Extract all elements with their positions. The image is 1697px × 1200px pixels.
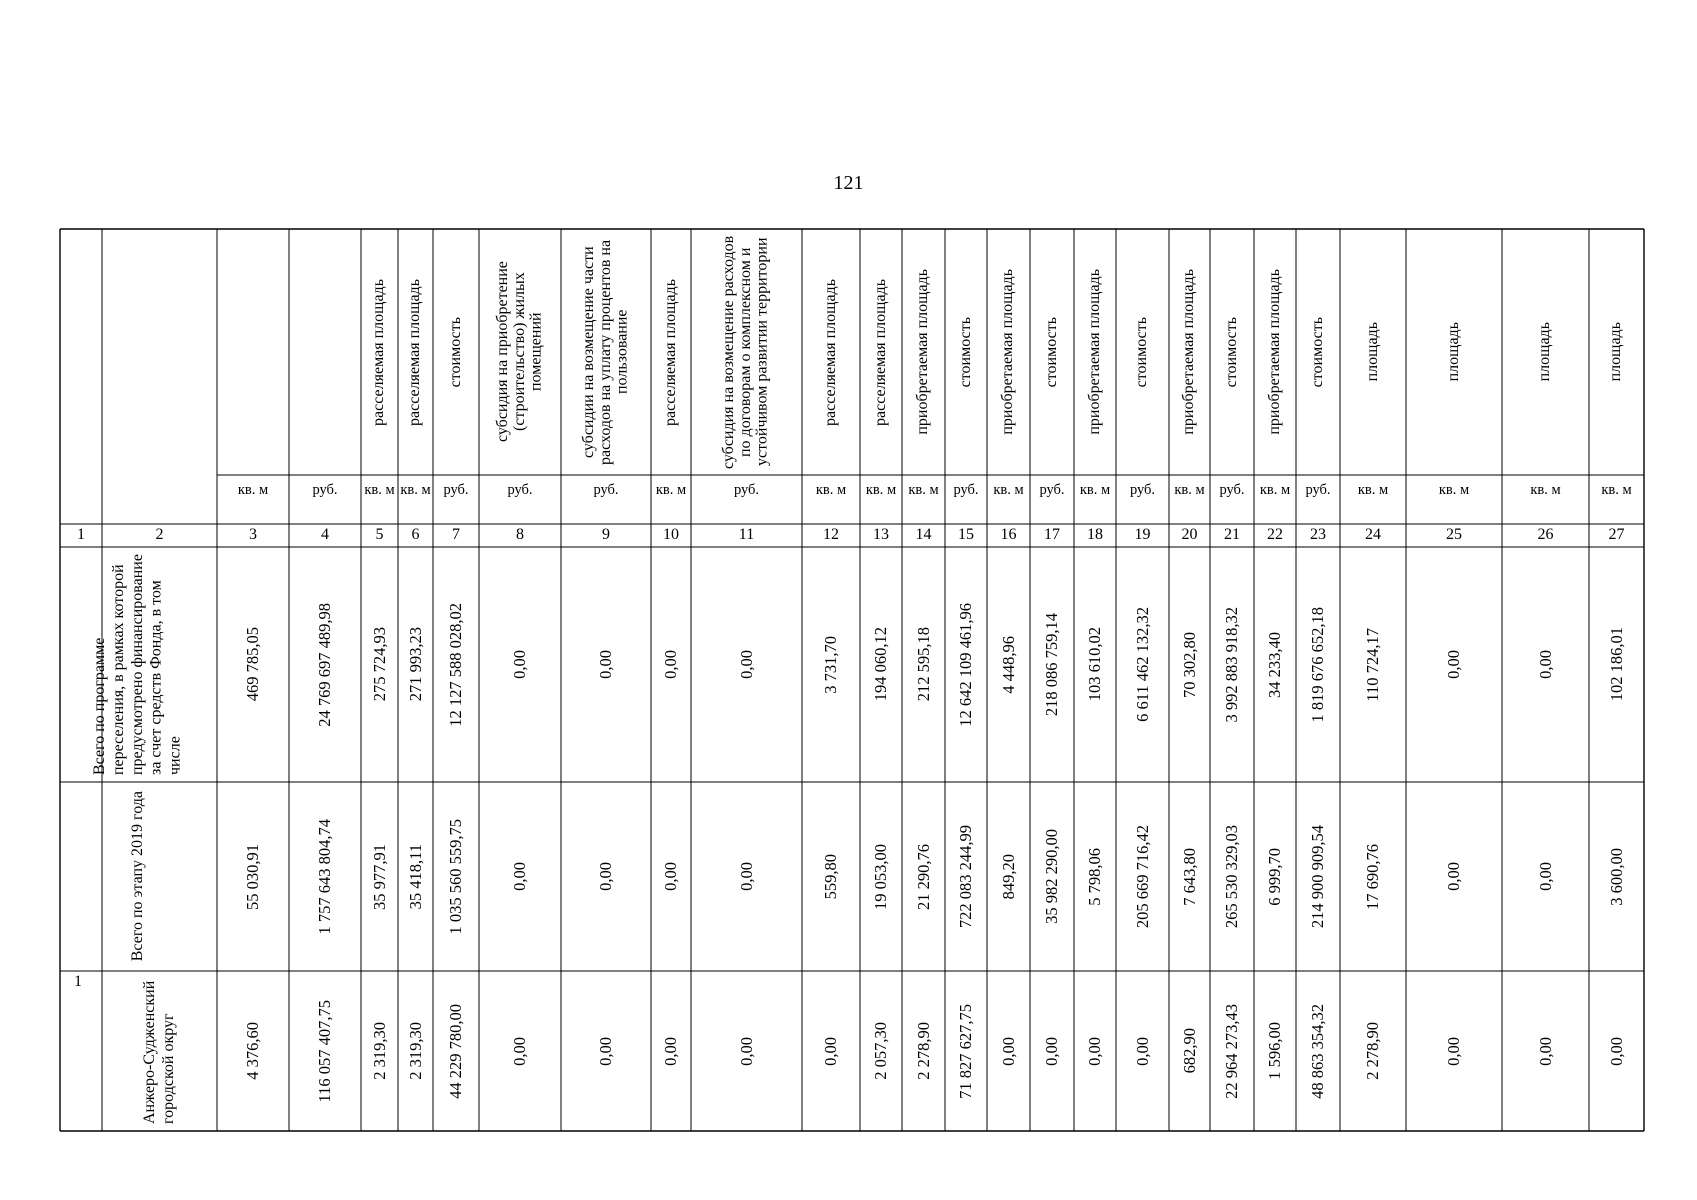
header-text: расселяемая площадь <box>406 278 424 426</box>
column-number: 6 <box>411 526 420 543</box>
header-text: приобретаемая площадь <box>1180 269 1198 435</box>
table-cell <box>1296 547 1340 782</box>
header-text: стоимость <box>956 316 974 388</box>
table-cell <box>1589 782 1644 971</box>
table-cell <box>1406 782 1502 971</box>
unit-cell: кв. м <box>1601 482 1632 498</box>
cell-value: 1 035 560 559,75 <box>446 818 466 935</box>
cell-value: 1 819 676 652,18 <box>1308 606 1328 723</box>
column-number: 17 <box>1044 526 1060 543</box>
cell-value: 271 993,23 <box>405 627 425 702</box>
table-cell <box>433 971 479 1131</box>
table-cell <box>902 782 945 971</box>
header-cell <box>361 229 398 475</box>
table-cell <box>561 782 651 971</box>
column-number: 4 <box>321 526 329 543</box>
column-number: 20 <box>1181 526 1198 543</box>
table-cell <box>1169 547 1210 782</box>
table-cell <box>1502 971 1589 1131</box>
cell-value: 0,00 <box>1085 1036 1105 1066</box>
table-cell <box>1254 547 1296 782</box>
unit-cell: руб. <box>507 482 533 498</box>
header-text: стоимость <box>1222 316 1240 388</box>
cell-value: 48 863 354,32 <box>1308 1003 1328 1099</box>
table-cell <box>1589 547 1644 782</box>
unit-cell: кв. м <box>1357 482 1389 498</box>
table-cell <box>1116 971 1169 1131</box>
table-cell <box>1074 782 1116 971</box>
cell-value: 0,00 <box>998 1036 1018 1066</box>
header-text: площадь <box>1607 322 1625 382</box>
cell-value: 212 595,18 <box>913 627 933 702</box>
cell-value: 70 302,80 <box>1179 631 1199 698</box>
header-cell <box>1406 229 1502 475</box>
cell-value: 102 186,01 <box>1606 627 1626 702</box>
column-number: 19 <box>1134 526 1151 543</box>
column-number: 7 <box>452 526 460 543</box>
table-cell <box>1296 971 1340 1131</box>
header-cell <box>987 229 1030 475</box>
column-number: 12 <box>823 526 839 543</box>
cell-value: 6 611 462 132,32 <box>1132 607 1152 722</box>
table-cell <box>361 782 398 971</box>
column-number: 14 <box>915 526 932 543</box>
column-number: 2 <box>155 526 164 543</box>
cell-value: 3 731,70 <box>821 635 841 694</box>
table-cell <box>945 547 987 782</box>
cell-value: 0,00 <box>1132 1036 1152 1066</box>
cell-value: 2 278,90 <box>913 1022 933 1080</box>
cell-value: 0,00 <box>1606 1036 1626 1066</box>
cell-value: 0,00 <box>736 650 756 679</box>
header-cell <box>1254 229 1296 475</box>
header-text: площадь <box>1363 322 1381 382</box>
table-cell <box>1406 971 1502 1131</box>
cell-value: 110 724,17 <box>1363 627 1383 702</box>
table-cell <box>361 547 398 782</box>
unit-cell: кв. м <box>237 482 269 498</box>
table-cell <box>945 782 987 971</box>
cell-value: 0,00 <box>661 862 681 891</box>
row-label-cell <box>102 971 217 1131</box>
unit-cell: руб. <box>593 482 619 498</box>
table-cell <box>802 547 860 782</box>
cell-value: 1 757 643 804,74 <box>315 818 335 935</box>
table-cell <box>860 547 902 782</box>
table-cell <box>479 782 561 971</box>
unit-cell: кв. м <box>993 482 1024 498</box>
header-text: приобретаемая площадь <box>999 269 1017 435</box>
cell-value: 0,00 <box>821 1036 841 1066</box>
page-number: 121 <box>833 172 864 194</box>
cell-value: 2 057,30 <box>871 1022 891 1080</box>
cell-value: 0,00 <box>596 650 616 679</box>
cell-value: 0,00 <box>661 650 681 679</box>
table-cell <box>479 971 561 1131</box>
cell-value: 0,00 <box>1535 650 1555 679</box>
header-cell <box>1340 229 1406 475</box>
cell-value: 35 982 290,00 <box>1042 829 1062 924</box>
header-cell <box>479 229 561 475</box>
cell-value: 24 769 697 489,98 <box>315 602 335 727</box>
cell-value: 275 724,93 <box>369 627 389 702</box>
table-cell <box>1074 547 1116 782</box>
cell-value: 849,20 <box>998 853 1018 900</box>
table-cell <box>361 971 398 1131</box>
row-label: Анжеро-Судженский городской округ <box>140 980 177 1124</box>
table-cell <box>945 971 987 1131</box>
cell-value: 0,00 <box>661 1036 681 1066</box>
table-cell <box>1589 971 1644 1131</box>
cell-value: 2 319,30 <box>405 1022 425 1080</box>
header-text: стоимость <box>1308 316 1326 388</box>
cell-value: 3 600,00 <box>1606 847 1626 906</box>
table-cell <box>433 782 479 971</box>
cell-value: 0,00 <box>1042 1036 1062 1066</box>
cell-value: 0,00 <box>736 1036 756 1066</box>
cell-value: 0,00 <box>1535 862 1555 891</box>
table-cell <box>1406 547 1502 782</box>
table-cell <box>1254 971 1296 1131</box>
column-number: 13 <box>873 526 889 543</box>
table-cell <box>802 971 860 1131</box>
table-cell <box>1210 971 1254 1131</box>
unit-cell: кв. м <box>655 482 687 498</box>
unit-cell: руб. <box>443 482 469 498</box>
cell-value: 0,00 <box>510 650 530 679</box>
header-cell <box>902 229 945 475</box>
cell-value: 2 319,30 <box>369 1022 389 1080</box>
unit-cell: руб. <box>1039 482 1065 498</box>
header-cell <box>398 229 433 475</box>
header-text: стоимость <box>1042 316 1060 388</box>
cell-value: 682,90 <box>1179 1028 1199 1074</box>
cell-value: 19 053,00 <box>871 843 891 910</box>
table-cell <box>1340 782 1406 971</box>
cell-value: 103 610,02 <box>1085 627 1105 702</box>
table-cell <box>217 547 289 782</box>
table-cell <box>902 971 945 1131</box>
table-cell <box>1030 971 1074 1131</box>
header-cell <box>1169 229 1210 475</box>
table-cell <box>1340 971 1406 1131</box>
table-cell <box>289 547 361 782</box>
header-cell <box>1116 229 1169 475</box>
header-cell <box>1030 229 1074 475</box>
cell-value: 469 785,05 <box>243 627 263 702</box>
cell-value: 7 643,80 <box>1179 847 1199 906</box>
table-cell <box>1030 782 1074 971</box>
cell-value: 0,00 <box>1444 862 1464 891</box>
header-cell <box>1210 229 1254 475</box>
unit-cell: руб. <box>1219 482 1245 498</box>
cell-value: 0,00 <box>1444 1036 1464 1066</box>
column-number: 21 <box>1224 526 1240 543</box>
table-cell <box>1169 782 1210 971</box>
header-text: площадь <box>1536 322 1554 382</box>
header-cell <box>433 229 479 475</box>
row-label-cell <box>60 547 217 782</box>
column-number: 24 <box>1365 526 1381 543</box>
column-number: 8 <box>516 526 524 543</box>
table-cell <box>398 782 433 971</box>
header-text: расселяемая площадь <box>370 278 388 426</box>
cell-value: 218 086 759,14 <box>1042 612 1062 717</box>
cell-value: 0,00 <box>510 862 530 891</box>
column-number: 16 <box>1000 526 1017 543</box>
unit-cell: кв. м <box>364 482 395 498</box>
unit-cell: руб. <box>1305 482 1331 498</box>
column-number: 26 <box>1537 526 1554 543</box>
cell-value: 34 233,40 <box>1265 631 1285 698</box>
cell-value: 71 827 627,75 <box>956 1003 976 1099</box>
unit-cell: кв. м <box>815 482 847 498</box>
unit-cell: кв. м <box>1259 482 1291 498</box>
table-cell <box>1254 782 1296 971</box>
table-cell <box>1210 782 1254 971</box>
table-cell <box>651 547 691 782</box>
column-number: 27 <box>1608 526 1625 543</box>
cell-value: 55 030,91 <box>243 843 263 910</box>
cell-value: 214 900 909,54 <box>1308 824 1328 929</box>
table-cell <box>398 971 433 1131</box>
table-cell <box>217 782 289 971</box>
table-cell <box>651 971 691 1131</box>
cell-value: 0,00 <box>596 862 616 891</box>
header-text: субсидии на возмещение части расходов на уплату процентов на пользование <box>579 239 631 465</box>
table-cell <box>289 782 361 971</box>
header-cell <box>1502 229 1589 475</box>
cell-value: 6 999,70 <box>1265 847 1285 906</box>
table-cell <box>1169 971 1210 1131</box>
table-cell <box>902 547 945 782</box>
table-cell <box>1116 782 1169 971</box>
unit-cell: руб. <box>1129 482 1156 498</box>
table-cell <box>802 782 860 971</box>
table-cell <box>987 547 1030 782</box>
cell-value: 0,00 <box>1535 1036 1555 1066</box>
header-text: субсидия на возмещение расходов по договорам о комплексном и устойчивом развитии территории <box>720 235 771 469</box>
row-label: Всего по программе переселения, в рамках которой предусмотрено финансирование за счет средств Фонда, в том числе <box>91 554 184 775</box>
table-cell <box>1502 547 1589 782</box>
table-cell <box>217 971 289 1131</box>
header-text: приобретаемая площадь <box>914 269 932 435</box>
header-text: приобретаемая площадь <box>1265 269 1283 435</box>
table-cell <box>1116 547 1169 782</box>
table-cell <box>479 547 561 782</box>
column-number: 22 <box>1267 526 1283 543</box>
header-cell <box>945 229 987 475</box>
cell-value: 22 964 273,43 <box>1222 1003 1242 1099</box>
row-number: 1 <box>74 973 82 990</box>
table-cell <box>691 547 802 782</box>
table-cell <box>1340 547 1406 782</box>
table-cell <box>1296 782 1340 971</box>
table-cell <box>1210 547 1254 782</box>
cell-value: 4 448,96 <box>998 635 1018 694</box>
column-number: 11 <box>738 526 755 543</box>
unit-cell: кв. м <box>1438 482 1470 498</box>
header-text: расселяемая площадь <box>821 278 839 426</box>
cell-value: 35 977,91 <box>369 843 389 910</box>
table-cell <box>651 782 691 971</box>
table-cell <box>398 547 433 782</box>
header-text: приобретаемая площадь <box>1085 269 1103 435</box>
cell-value: 17 690,76 <box>1363 843 1383 910</box>
unit-cell: кв. м <box>865 482 897 498</box>
cell-value: 0,00 <box>1444 650 1464 679</box>
unit-cell: кв. м <box>400 482 431 498</box>
cell-value: 2 278,90 <box>1363 1022 1383 1080</box>
table-cell <box>691 971 802 1131</box>
cell-value: 0,00 <box>596 1036 616 1066</box>
unit-cell: кв. м <box>908 482 939 498</box>
cell-value: 194 060,12 <box>871 627 891 702</box>
table-cell <box>1502 782 1589 971</box>
row-label-cell <box>60 782 217 971</box>
header-cell <box>1589 229 1644 475</box>
header-cell <box>860 229 902 475</box>
header-text: расселяемая площадь <box>871 278 889 426</box>
table-cell <box>987 971 1030 1131</box>
cell-value: 35 418,11 <box>405 843 425 910</box>
table-cell <box>289 971 361 1131</box>
header-cell <box>561 229 651 475</box>
header-text: площадь <box>1444 322 1462 382</box>
table-cell <box>860 782 902 971</box>
column-number: 23 <box>1310 526 1326 543</box>
table-cell <box>691 782 802 971</box>
header-cell <box>1296 229 1340 475</box>
header-text: стоимость <box>1133 316 1151 388</box>
table-cell <box>433 547 479 782</box>
cell-value: 0,00 <box>510 1036 530 1066</box>
table-cell <box>1074 971 1116 1131</box>
cell-value: 44 229 780,00 <box>446 1003 466 1099</box>
column-number: 1 <box>77 526 85 543</box>
column-number: 25 <box>1446 526 1462 543</box>
cell-value: 1 596,00 <box>1265 1022 1285 1080</box>
column-number: 10 <box>663 526 679 543</box>
cell-value: 4 376,60 <box>243 1022 263 1080</box>
table-cell <box>1030 547 1074 782</box>
header-text: расселяемая площадь <box>661 278 679 426</box>
unit-cell: кв. м <box>1079 482 1111 498</box>
cell-value: 265 530 329,03 <box>1222 824 1242 929</box>
cell-value: 722 083 244,99 <box>956 824 976 929</box>
unit-cell: кв. м <box>1530 482 1561 498</box>
table-cell <box>987 782 1030 971</box>
table-cell <box>561 547 651 782</box>
cell-value: 12 642 109 461,96 <box>956 602 976 727</box>
unit-cell: руб. <box>312 482 338 498</box>
unit-cell: руб. <box>733 482 760 498</box>
column-number: 3 <box>249 526 257 543</box>
cell-value: 205 669 716,42 <box>1132 824 1152 929</box>
unit-cell: руб. <box>953 482 979 498</box>
cell-value: 21 290,76 <box>913 843 933 910</box>
unit-cell: кв. м <box>1174 482 1205 498</box>
cell-value: 12 127 588 028,02 <box>446 602 466 727</box>
cell-value: 559,80 <box>821 853 841 900</box>
column-number: 15 <box>958 526 974 543</box>
row-label: Всего по этапу 2019 года <box>129 791 147 962</box>
cell-value: 116 057 407,75 <box>315 999 335 1103</box>
column-number: 5 <box>375 526 384 543</box>
cell-value: 0,00 <box>736 862 756 891</box>
table-cell <box>561 971 651 1131</box>
header-cell <box>651 229 691 475</box>
header-text: субсидия на приобретение (строительство) жилых помещений <box>493 261 545 443</box>
header-text: стоимость <box>446 316 464 388</box>
header-cell <box>802 229 860 475</box>
table-cell <box>860 971 902 1131</box>
header-cell <box>691 229 802 475</box>
header-cell <box>1074 229 1116 475</box>
cell-value: 5 798,06 <box>1085 847 1105 906</box>
column-number: 18 <box>1087 526 1103 543</box>
column-number: 9 <box>602 526 610 543</box>
cell-value: 3 992 883 918,32 <box>1222 606 1242 723</box>
